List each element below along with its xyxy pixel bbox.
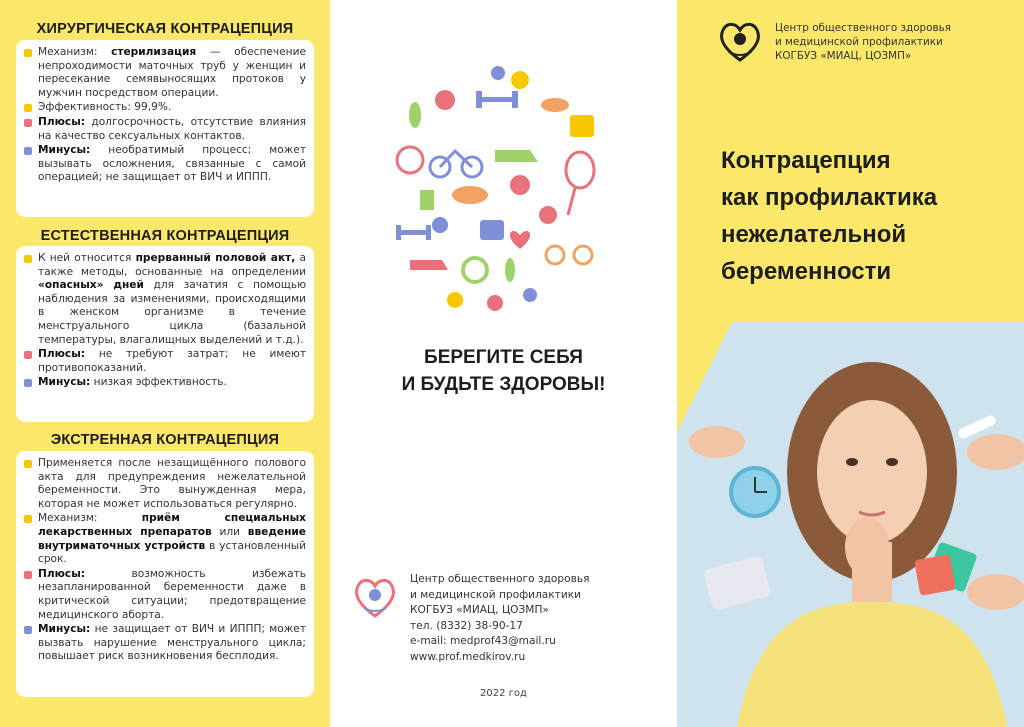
dumbbell-icon [476, 91, 518, 108]
main-title-line2: как профилактика [721, 184, 938, 211]
racket-icon [566, 152, 594, 215]
scale-icon-2 [480, 220, 504, 240]
drink-icon [420, 190, 434, 210]
sneaker-icon-2 [410, 260, 448, 270]
list-item: К ней относится прерванный половой акт, а также методы, основанные на определении «опасных» дней для зачатия с помощью наблюдения за изменениями, происходящими в женском организме в течение менструального цикла (базальной температуры, влагалищных выделений и т.д.). [24, 252, 306, 347]
bullet-icon [24, 49, 32, 57]
right-panel [677, 0, 1024, 727]
list-item: Механизм: приём специальных лекарственных препаратов или введение внутриматочных устройств в установленный срок. [24, 512, 306, 566]
org-phone: тел. (8332) 38-90-17 [410, 619, 523, 632]
emergency-title: ЭКСТРЕННАЯ КОНТРАЦЕПЦИЯ [50, 432, 280, 448]
main-title-line1: Контрацепция [721, 147, 891, 174]
bullet-icon [24, 460, 32, 468]
org-site[interactable]: www.prof.medkirov.ru [410, 650, 526, 663]
surgical-title: ХИРУРГИЧЕСКАЯ КОНТРАЦЕПЦИЯ [36, 21, 294, 37]
clock-icon [397, 147, 423, 173]
bullet-icon [24, 626, 32, 634]
main-title-line3: нежелательной [721, 221, 907, 248]
bicycle-icon-2 [546, 246, 592, 264]
heart-icon [510, 231, 530, 249]
org-header-line1: Центр общественного здоровья [775, 22, 952, 34]
natural-title: ЕСТЕСТВЕННАЯ КОНТРАЦЕПЦИЯ [40, 228, 290, 244]
list-item: Механизм: стерилизация — обеспечение непроходимости маточных труб у женщин и пересекание семявыносящих протоков у мужчин посредством операции. [24, 46, 306, 100]
list-item: Плюсы: возможность избежать незапланированной беременности даже в критической ситуации; предотвращение медицинского аборта. [24, 568, 306, 622]
dumbbell-icon-2 [396, 225, 431, 240]
list-item: Эффективность: 99,9%. [24, 101, 306, 115]
org-header-line3: КОГБУЗ «МИАЦ, ЦОЗМП» [775, 50, 912, 62]
bullet-icon [24, 147, 32, 155]
list-item: Минусы: не защищает от ВИЧ и ИППП; может вызвать нарушение менструального цикла; повышает риск возникновения бесплодия. [24, 623, 306, 664]
list-item: Плюсы: долгосрочность, отсутствие влияния на качество сексуальных контактов. [24, 116, 306, 143]
surgical-card [16, 40, 314, 217]
list-item: Применяется после незащищённого полового акта для предупреждения нежелательной беременности. Это вынужденная мера, которая не может использоваться регулярно. [24, 457, 306, 511]
left-panel [0, 0, 330, 727]
heart-logo-icon [352, 574, 398, 620]
main-title-line4: беременности [721, 258, 892, 285]
health-icons-illustration [380, 55, 630, 315]
org-line2: и медицинской профилактики [410, 588, 582, 601]
year: 2022 год [480, 688, 527, 699]
fish-icon [541, 98, 569, 112]
bullet-icon [24, 571, 32, 579]
bicycle-icon [430, 151, 482, 177]
fruit-icon-2 [447, 288, 537, 311]
main-title [721, 142, 1011, 290]
natural-card [16, 246, 314, 422]
bullet-icon [24, 515, 32, 523]
fruit-icon [435, 90, 455, 110]
bullet-icon [24, 255, 32, 263]
scale-icon [570, 115, 594, 137]
list-item: Минусы: низкая эффективность. [24, 376, 306, 390]
slogan-line1: БЕРЕГИТЕ СЕБЯ [424, 347, 583, 368]
list-item: Плюсы: не требуют затрат; не имеют противопоказаний. [24, 348, 306, 375]
bullet-icon [24, 104, 32, 112]
fish-icon-2 [452, 186, 488, 204]
leaf-icon-2 [505, 258, 515, 282]
bullet-icon [24, 119, 32, 127]
woman-photo [677, 322, 1024, 727]
apple-icon [510, 175, 530, 195]
slogan [330, 344, 677, 398]
bullet-icon [24, 379, 32, 387]
heart-logo-icon [717, 18, 763, 64]
sneaker-icon [495, 150, 538, 162]
org-line3: КОГБУЗ «МИАЦ, ЦОЗМП» [410, 604, 549, 616]
leaf-icon [409, 102, 421, 128]
org-line1: Центр общественного здоровья [410, 573, 590, 585]
emergency-card [16, 451, 314, 697]
org-email[interactable]: e-mail: medprof43@mail.ru [410, 635, 556, 647]
slogan-line2: И БУДЬТЕ ЗДОРОВЫ! [401, 374, 606, 395]
bullet-icon [24, 351, 32, 359]
tape-icon [463, 258, 487, 282]
list-item: Минусы: необратимый процесс; может вызывать осложнения, связанные с самой операцией; не защищает от ВИЧ и ИППП. [24, 144, 306, 185]
ball-icon [491, 66, 529, 89]
org-header-line2: и медицинской профилактики [775, 36, 943, 48]
